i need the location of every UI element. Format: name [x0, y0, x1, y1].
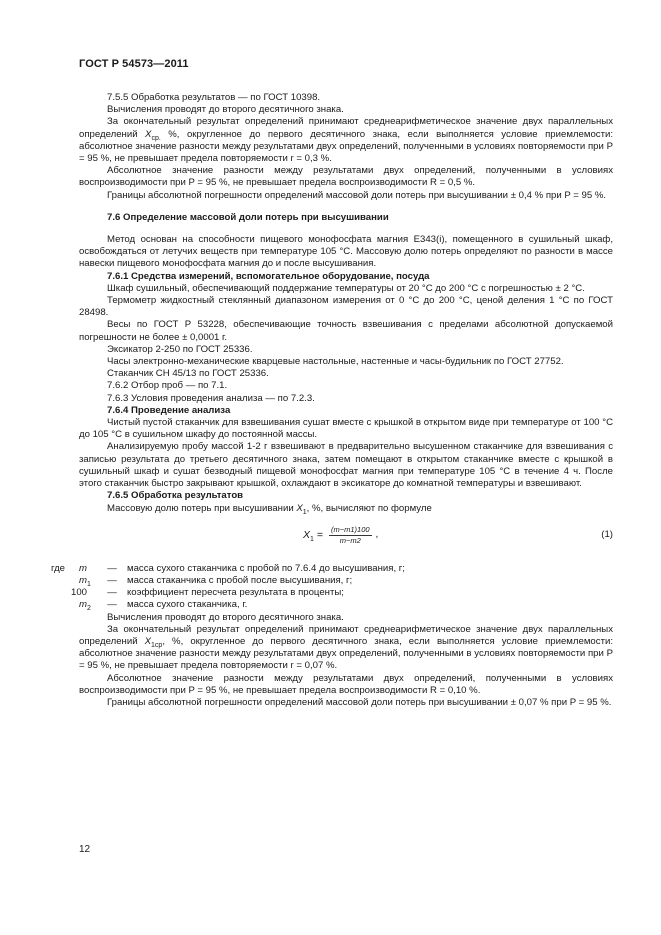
equipment-item: Часы электронно-механические кварцевые настольные, настенные и часы-будильник по ГОСТ 27752. [107, 356, 564, 368]
where-list [51, 562, 613, 613]
paragraph: Чистый пустой стаканчик для взвешивания сушат вместе с крышкой в открытом виде при температуре от 100 °С до 105 °С в сушильном шкафу до постоянной массы. [79, 417, 613, 441]
equipment-item: Термометр жидкостный стеклянный диапазоном измерения от 0 °С до 200 °С, ценой деления 1 °С по ГОСТ 28498. [79, 295, 613, 319]
paragraph: За окончательный результат определений принимают среднеарифметическое значение двух параллельных определений $X_{ср.}$ %, округленное до первого десятичного знака, если выполняется условие приемлемости: абсолютное значение разности между результатами двух определений, полученными в условиях повторяемости при P = 95 %, не превышает предела повторяемости r = 0,3 %. [79, 116, 613, 165]
paragraph: Границы абсолютной погрешности определений массовой доли потерь при высушивании ± 0,07 % при P = 95 %. [107, 696, 612, 708]
symbol-x: X [296, 502, 303, 514]
section-7-5-5-heading: 7.5.5 Обработка результатов — по ГОСТ 10398. [107, 92, 321, 103]
paragraph: За окончательный результат определений принимают среднеарифметическое значение двух параллельных определений $X_{1ср}$, %, округленное до первого десятичного знака, если выполняется условие приемлемости: абсолютное значение разности между результатами двух определений, полученными в условиях повторяемости при P = 95 %, не превышает предела повторяемости r = 0,07 %. [79, 623, 613, 672]
equipment-item: Весы по ГОСТ Р 53228, обеспечивающие точность взвешивания с пределами абсолютной допускаемой погрешности не более ± 0,0001 г. [79, 319, 613, 343]
formula-fraction [329, 525, 372, 546]
where-item: 100 — коэффициент пересчета результата в проценты; [71, 587, 344, 599]
section-7-6-3: 7.6.3 Условия проведения анализа — по 7.2.3. [107, 392, 315, 404]
symbol-x: X [144, 635, 152, 647]
document-body [51, 92, 613, 709]
formula-expression [303, 525, 378, 546]
paragraph: Абсолютное значение разности между результатами двух определений, полученными в условиях воспроизводимости при P = 95 %, не превышает предела воспроизводимости R = 0,10 %. [79, 672, 613, 696]
formula-denominator: m−m2 [339, 535, 361, 545]
section-7-6-2: 7.6.2 Отбор проб — по 7.1. [107, 380, 228, 392]
symbol-x: X [145, 128, 152, 140]
paragraph: Абсолютное значение разности между результатами двух определений, полученными в условиях воспроизводимости при P = 95 %, не превышает предела воспроизводимости R = 0,5 %. [79, 165, 613, 189]
formula-lhs: $X_1$ = [303, 529, 323, 544]
paragraph: Анализируемую пробу массой 1-2 г взвешивают в предварительно высушенном стаканчике для взвешивания с записью результата до третьего десятичного знака, затем помещают в открытом стаканчике вместе с крышкой в сушильный шкаф и сушат безводный пищевой монофосфат магния при температуре 105 °С в течение 4 ч. После этого стаканчик быстро закрывают крышкой, охлаждают в эксикаторе до комнатной температуры и взвешивают. [79, 441, 613, 490]
equipment-item: Эксикатор 2-250 по ГОСТ 25336. [107, 343, 253, 355]
section-7-6-1-heading: 7.6.1 Средства измерений, вспомогательное оборудование, посуда [107, 270, 430, 282]
paragraph: Границы абсолютной погрешности определений массовой доли потерь при высушивании ± 0,4 % при P = 95 %. [107, 189, 607, 201]
section-7-6-4-heading: 7.6.4 Проведение анализа [107, 404, 231, 416]
formula-1 [79, 523, 613, 557]
formula-number: (1) [601, 528, 613, 540]
formula-numerator: (m−m1)100 [330, 524, 370, 534]
where-item: $m_2$ — масса сухого стаканчика, г. [79, 599, 248, 613]
where-item: $m_1$ — масса стаканчика с пробой после высушивания, г; [79, 574, 353, 588]
page-number: 12 [79, 844, 91, 855]
equipment-item: Стаканчик СН 45/13 по ГОСТ 25336. [107, 368, 269, 380]
paragraph: Вычисления проводят до второго десятичного знака. [107, 104, 344, 116]
paragraph: Метод основан на способности пищевого монофосфата магния Е343(i), помещенного в сушильный шкаф, освобождаться от летучих веществ при температуре 105 °С. Массовую долю потерь определяют по разности в массе навески пищевого монофосфата магния до и после высушивания. [79, 234, 613, 270]
formula-tail: , [375, 529, 379, 541]
document-header: ГОСТ Р 54573—2011 [79, 58, 189, 70]
equipment-item: Шкаф сушильный, обеспечивающий поддержание температуры от 20 °С до 200 °С с погрешностью ± 2 °С. [107, 282, 585, 294]
section-7-6-5-heading: 7.6.5 Обработка результатов [107, 490, 244, 502]
where-item: где m — масса сухого стаканчика с пробой по 7.6.4 до высушивания, г; [51, 562, 405, 574]
paragraph: Вычисления проводят до второго десятичного знака. [107, 611, 344, 623]
section-7-6-heading: 7.6 Определение массовой доли потерь при высушивании [107, 211, 389, 223]
paragraph: Массовую долю потерь при высушивании $X_1$, %, вычисляют по формуле [107, 502, 432, 516]
